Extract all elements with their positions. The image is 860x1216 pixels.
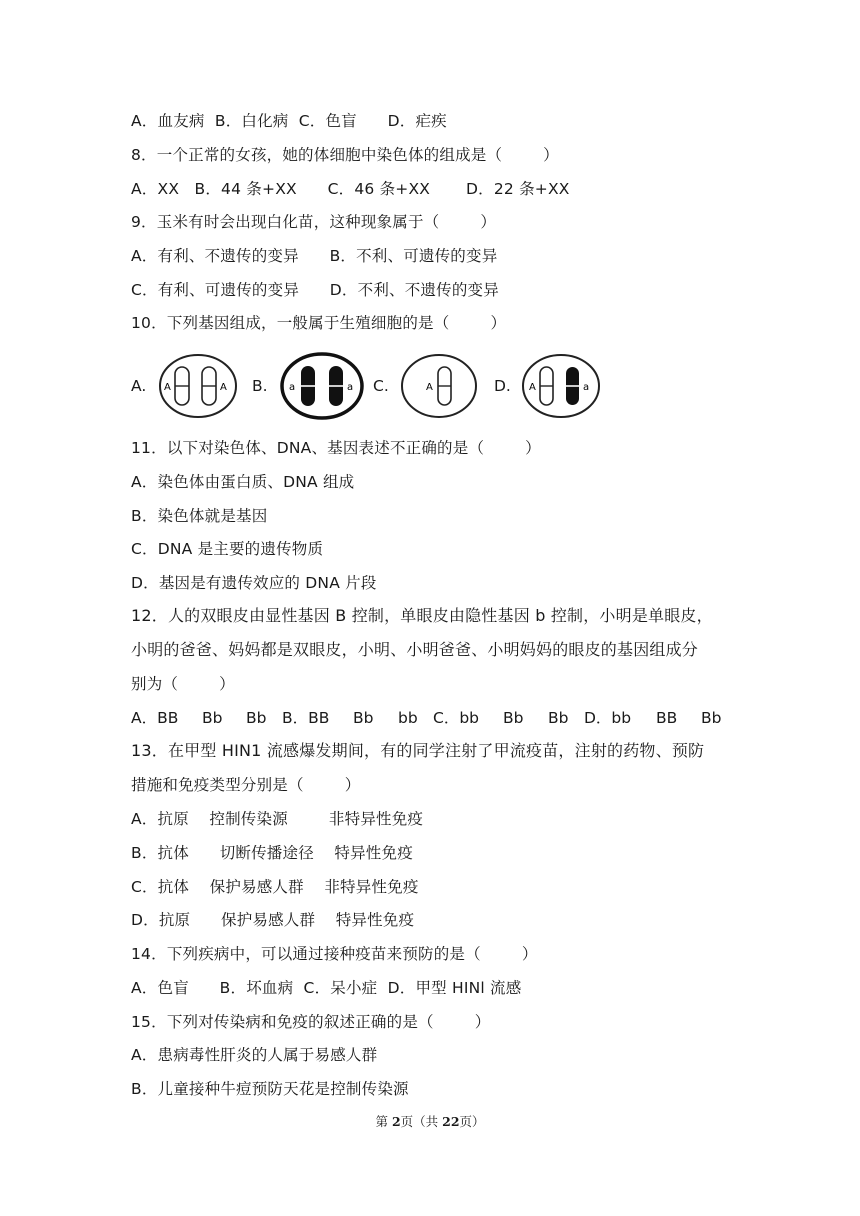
q15-option-b: B．儿童接种牛痘预防天花是控制传染源 bbox=[131, 1080, 409, 1098]
q13-option-a: A．抗原 控制传染源 非特异性免疫 bbox=[131, 810, 424, 828]
gene-label: a bbox=[347, 382, 354, 393]
q14-stem: 14．下列疾病中，可以通过接种疫苗来预防的是（ ） bbox=[131, 945, 538, 963]
q11-option-d: D．基因是有遗传效应的 DNA 片段 bbox=[131, 574, 377, 592]
q9-options-cd: C．有利、可遗传的变异 D．不利、不遗传的变异 bbox=[131, 281, 499, 299]
cell-diagram-a bbox=[158, 353, 238, 419]
footer-middle: 页（共 bbox=[400, 1114, 443, 1129]
q12-stem-line3: 别为（ ） bbox=[131, 675, 235, 693]
gene-label: a bbox=[583, 382, 590, 393]
q12-option-a-3: Bb bbox=[246, 709, 267, 727]
q12-option-c-2: Bb bbox=[503, 709, 524, 727]
q15-stem: 15．下列对传染病和免疫的叙述正确的是（ ） bbox=[131, 1013, 491, 1031]
gene-label: A bbox=[164, 382, 171, 393]
q12-option-a-2: Bb bbox=[202, 709, 223, 727]
q12-option-b-2: Bb bbox=[353, 709, 374, 727]
cell-diagram-d bbox=[521, 353, 601, 419]
q8-stem: 8．一个正常的女孩，她的体细胞中染色体的组成是（ ） bbox=[131, 146, 559, 164]
q12-option-d: D．bb bbox=[584, 709, 632, 727]
q9-stem: 9．玉米有时会出现白化苗，这种现象属于（ ） bbox=[131, 213, 497, 231]
gene-label: A bbox=[426, 382, 433, 393]
q12-option-b: B．BB bbox=[282, 709, 330, 727]
q13-stem-line2: 措施和免疫类型分别是（ ） bbox=[131, 776, 361, 794]
gene-label: A bbox=[220, 382, 227, 393]
cell-diagram-c bbox=[400, 353, 478, 419]
q11-option-b: B．染色体就是基因 bbox=[131, 507, 268, 525]
q13-option-c: C．抗体 保护易感人群 非特异性免疫 bbox=[131, 878, 419, 896]
cell-diagram-b bbox=[279, 352, 365, 420]
gene-label: A bbox=[529, 382, 536, 393]
footer-page-number: 2 bbox=[391, 1114, 401, 1129]
q10-option-c-label: C. bbox=[373, 377, 389, 395]
q12-stem-line2: 小明的爸爸、妈妈都是双眼皮，小明、小明爸爸、小明妈妈的眼皮的基因组成分 bbox=[131, 640, 699, 659]
q10-option-b-label: B. bbox=[252, 377, 268, 395]
q10-option-a-label: A. bbox=[131, 377, 147, 395]
q12-option-c-3: Bb bbox=[548, 709, 569, 727]
q7-options: A．血友病 B．白化病 C．色盲 D．疟疾 bbox=[131, 112, 447, 130]
q12-option-a: A．BB bbox=[131, 709, 179, 727]
q9-options-ab: A．有利、不遗传的变异 B．不利、可遗传的变异 bbox=[131, 247, 498, 265]
q11-option-a: A．染色体由蛋白质、DNA 组成 bbox=[131, 473, 355, 491]
q12-option-d-3: Bb bbox=[701, 709, 722, 727]
q12-option-c: C．bb bbox=[433, 709, 480, 727]
q12-option-d-2: BB bbox=[656, 709, 678, 727]
gene-label: a bbox=[289, 382, 296, 393]
q12-stem-line1: 12．人的双眼皮由显性基因 B 控制，单眼皮由隐性基因 b 控制，小明是单眼皮， bbox=[131, 606, 713, 625]
q10-option-d-label: D. bbox=[494, 377, 511, 395]
footer-total-pages: 22 bbox=[442, 1114, 460, 1129]
q13-option-b: B．抗体 切断传播途径 特异性免疫 bbox=[131, 844, 413, 862]
q10-stem: 10．下列基因组成，一般属于生殖细胞的是（ ） bbox=[131, 314, 507, 332]
q11-option-c: C．DNA 是主要的遗传物质 bbox=[131, 540, 324, 558]
q8-options: A．XX B．44 条+XX C．46 条+XX D．22 条+XX bbox=[131, 180, 570, 198]
q12-option-b-3: bb bbox=[398, 709, 418, 727]
q15-option-a: A．患病毒性肝炎的人属于易感人群 bbox=[131, 1046, 378, 1064]
q13-stem-line1: 13．在甲型 HIN1 流感爆发期间，有的同学注射了甲流疫苗，注射的药物、预防 bbox=[131, 741, 705, 760]
page-footer bbox=[0, 1112, 860, 1130]
q13-option-d: D．抗原 保护易感人群 特异性免疫 bbox=[131, 911, 415, 929]
q14-options: A．色盲 B．坏血病 C．呆小症 D．甲型 HINl 流感 bbox=[131, 979, 522, 997]
footer-prefix: 第 bbox=[375, 1114, 392, 1129]
q11-stem: 11．以下对染色体、DNA、基因表述不正确的是（ ） bbox=[131, 439, 541, 457]
footer-suffix: 页） bbox=[459, 1114, 485, 1129]
